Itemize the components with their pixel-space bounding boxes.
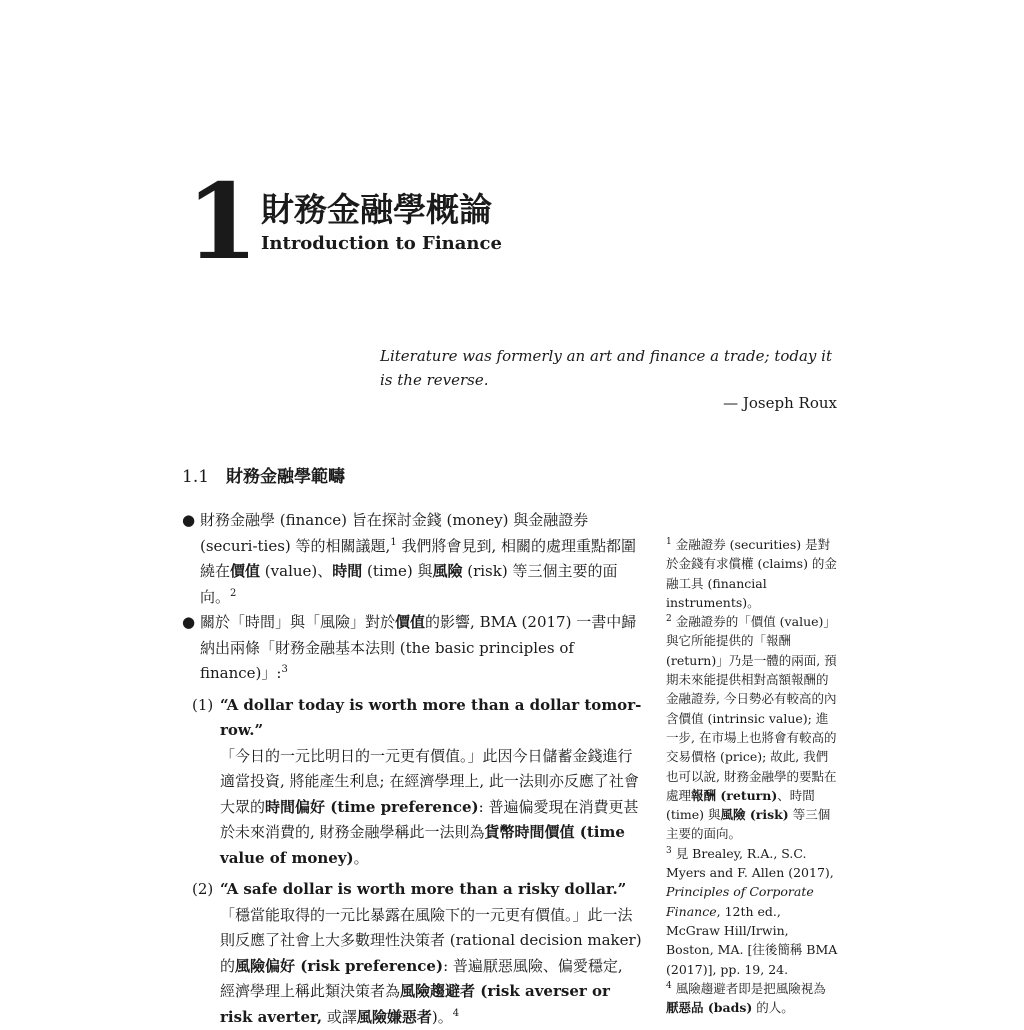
bullet-item: ● 關於「時間」與「風險」對於價值的影響, BMA (2017) 一書中歸納出兩條「財務金融基本法則 (the basic principles of finance)」:$^3$ — [180, 610, 642, 687]
footnote-ref[interactable]: 2 — [230, 588, 236, 599]
principle-label: (2) — [192, 877, 213, 903]
bullet-dot-icon: ● — [182, 508, 195, 534]
bullet-item: ● 財務金融學 (finance) 旨在探討金錢 (money) 與金融證券 (securi-ties) 等的相關議題,$^1$ 我們將會見到, 相關的處理重點都圍繞在價值 (value)、時間 (time) 與風險 (risk) 等三個主要的面向。$^2$ — [180, 508, 642, 610]
section-title: 財務金融學範疇 — [226, 467, 345, 487]
sidenote-number: 3 — [666, 846, 672, 856]
main-text — [180, 508, 642, 1030]
section-heading — [182, 465, 345, 489]
principle-item — [180, 877, 642, 1030]
bullet-dot-icon: ● — [182, 610, 195, 636]
principle-item — [180, 693, 642, 872]
epigraph-quote: Literature was formerly an art and finance a trade; today it is the reverse. — [380, 344, 840, 392]
footnote-ref[interactable]: 4 — [453, 1008, 459, 1019]
chapter-title-chinese: 財務金融學概論 — [261, 190, 492, 230]
footnote-ref[interactable]: 3 — [281, 664, 287, 675]
footnote-ref[interactable]: 1 — [390, 537, 396, 548]
chapter-title-english: Introduction to Finance — [261, 232, 502, 256]
sidenote-number: 1 — [666, 537, 672, 547]
epigraph-author: — Joseph Roux — [723, 392, 837, 414]
section-number: 1.1 — [182, 465, 226, 489]
sidenote-number: 4 — [666, 981, 672, 991]
sidenote: $^2$ 金融證券的「價值 (value)」與它所能提供的「報酬 (return)」乃是一體的兩面, 預期未來能提供相對高額報酬的金融證券, 今日勢必有較高的內含價值 (intrinsic value); 進一步, 在市場上也將會有較高的交易價格 (price); 故此, 我們也可以說, 財務金融學的要點在處理報酬 (return)、時間 (time) 與風險 (risk) 等三個主要的面向。 — [666, 612, 838, 844]
sidenote: $^4$ 風險趨避者即是把風險視為厭惡品 (bads) 的人。 — [666, 979, 838, 1018]
sidenote-number: 2 — [666, 614, 672, 624]
principle-explanation: 「今日的一元比明日的一元更有價值。」此因今日儲蓄金錢進行適當投資, 將能產生利息; 在經濟學理上, 此一法則亦反應了社會大眾的時間偏好 (time preference): 普遍偏愛現在消費更甚於未來消費的, 財務金融學稱此一法則為貨幣時間價值 (time value of money)。 — [220, 744, 642, 872]
principle-label: (1) — [192, 693, 213, 719]
chapter-number: 1 — [186, 170, 256, 274]
principle-quote: “A dollar today is worth more than a dollar tomor-row.” — [220, 693, 642, 744]
principle-quote: “A safe dollar is worth more than a risky dollar.” — [220, 877, 642, 903]
principle-explanation: 「穩當能取得的一元比暴露在風險下的一元更有價值。」此一法則反應了社會上大多數理性決策者 (rational decision maker) 的風險偏好 (risk preference): 普遍厭惡風險、偏愛穩定, 經濟學理上稱此類決策者為風險趨避者 (risk averser or risk averter, 或譯風險嫌惡者)。$^4$ — [220, 903, 642, 1030]
sidenote: $^1$ 金融證券 (securities) 是對於金錢有求償權 (claims) 的金融工具 (financial instruments)。 — [666, 535, 838, 612]
sidenote: $^3$ 見 Brealey, R.A., S.C. Myers and F. Allen (2017), Principles of Corporate Finance, 12th ed., McGraw Hill/Irwin, Boston, MA. [往後簡稱 BMA (2017)], pp. 19, 24. — [666, 844, 838, 979]
sidenotes — [666, 535, 838, 1017]
